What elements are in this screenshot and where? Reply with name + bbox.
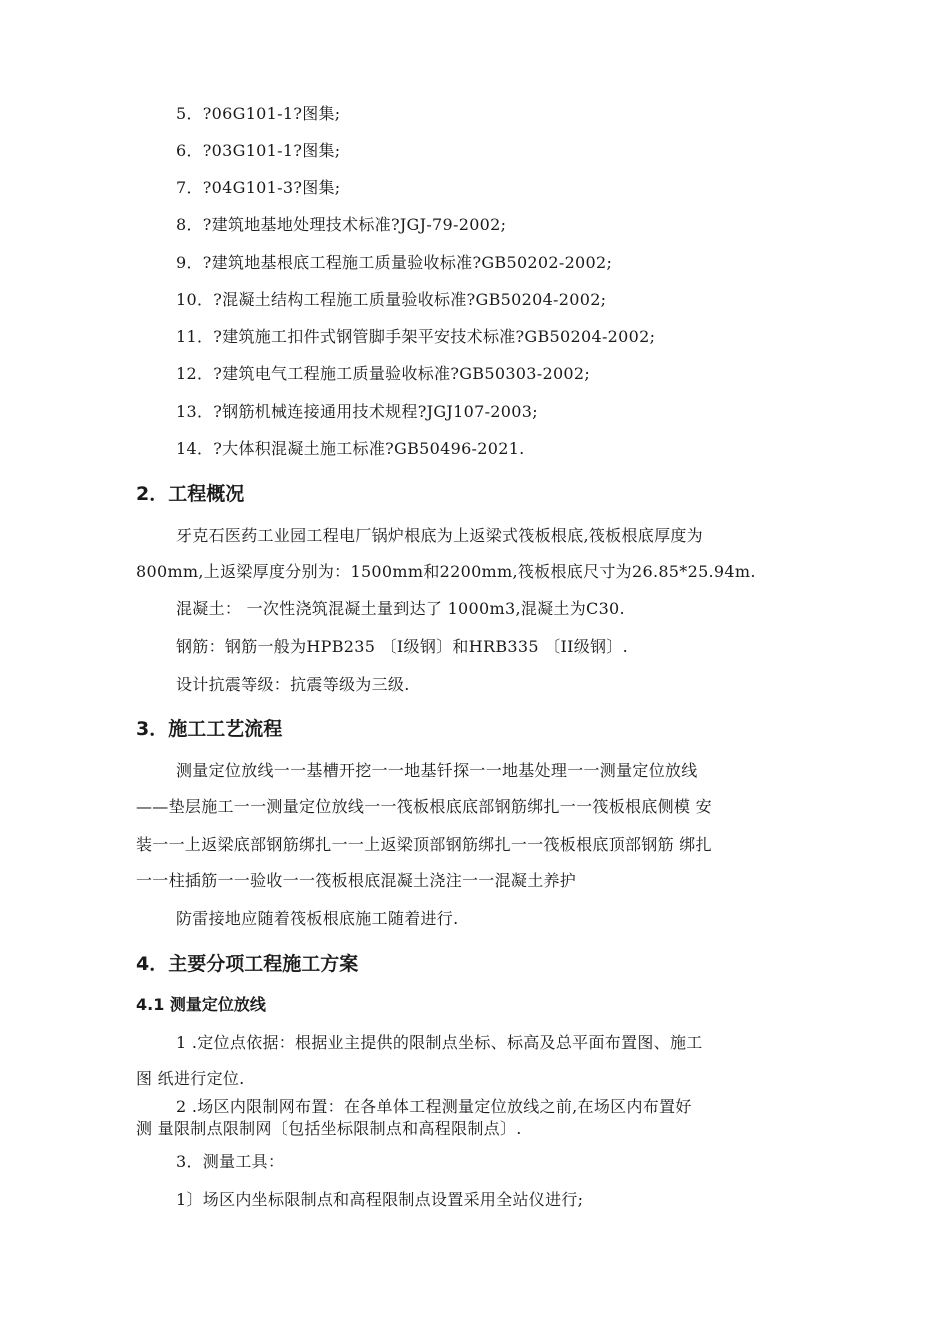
reference-item: 13．?钢筋机械连接通用技术规程?JGJ107-2003; (176, 402, 538, 421)
reference-item: 14．?大体积混凝土施工标准?GB50496-2021. (176, 439, 525, 458)
survey-item-line: 1 .定位点依据：根据业主提供的限制点坐标、标高及总平面布置图、施工 (176, 1033, 703, 1052)
survey-item-line: 图 纸进行定位. (136, 1069, 245, 1088)
reference-item: 8．?建筑地基地处理技术标准?JGJ-79-2002; (176, 215, 507, 234)
process-flow-line: 一一柱插筋一一验收一一筏板根底混凝土浇注一一混凝土养护 (136, 871, 577, 890)
reference-item: 10．?混凝土结构工程施工质量验收标准?GB50204-2002; (176, 290, 607, 309)
reference-item: 7．?04G101-3?图集; (176, 178, 341, 197)
survey-item-line: 1〕场区内坐标限制点和高程限制点设置采用全站仪进行; (176, 1190, 584, 1209)
subsection-heading-survey: 4.1 测量定位放线 (136, 995, 266, 1014)
paragraph-line: 牙克石医药工业园工程电厂锅炉根底为上返梁式筏板根底,筏板根底厚度为 (176, 526, 703, 545)
concrete-spec: 混凝土： 一次性浇筑混凝土量到达了 1000m3,混凝土为C30. (176, 599, 625, 618)
reference-item: 6．?03G101-1?图集; (176, 141, 341, 160)
survey-item-line: 3．测量工具： (176, 1152, 285, 1171)
paragraph-line: 800mm,上返梁厚度分别为：1500mm和2200mm,筏板根底尺寸为26.85*25.94m. (136, 562, 756, 581)
reference-item: 9．?建筑地基根底工程施工质量验收标准?GB50202-2002; (176, 253, 613, 272)
process-flow-line: 装一一上返梁底部钢筋绑扎一一上返梁顶部钢筋绑扎一一筏板根底顶部钢筋 绑扎 (136, 835, 712, 854)
process-flow-line: 测量定位放线一一基槽开挖一一地基钎探一一地基处理一一测量定位放线 (176, 761, 698, 780)
grounding-note: 防雷接地应随着筏板根底施工随着进行. (176, 909, 459, 928)
survey-item-line: 2 .场区内限制网布置：在各单体工程测量定位放线之前,在场区内布置好 (176, 1097, 692, 1116)
section-heading-process-flow: 3．施工工艺流程 (136, 718, 283, 740)
reference-item: 12．?建筑电气工程施工质量验收标准?GB50303-2002; (176, 364, 591, 383)
process-flow-line: ——垫层施工一一测量定位放线一一筏板根底底部钢筋绑扎一一筏板根底侧模 安 (136, 797, 712, 816)
section-heading-construction-plan: 4．主要分项工程施工方案 (136, 953, 359, 975)
section-heading-project-overview: 2．工程概况 (136, 483, 245, 505)
reference-item: 11．?建筑施工扣件式钢管脚手架平安技术标准?GB50204-2002; (176, 327, 656, 346)
reference-item: 5．?06G101-1?图集; (176, 104, 341, 123)
survey-item-line: 测 量限制点限制网〔包括坐标限制点和高程限制点〕. (136, 1119, 522, 1138)
rebar-spec: 钢筋：钢筋一般为HPB235 〔I级钢〕和HRB335 〔II级钢〕. (176, 637, 629, 656)
seismic-spec: 设计抗震等级：抗震等级为三级. (176, 675, 410, 694)
